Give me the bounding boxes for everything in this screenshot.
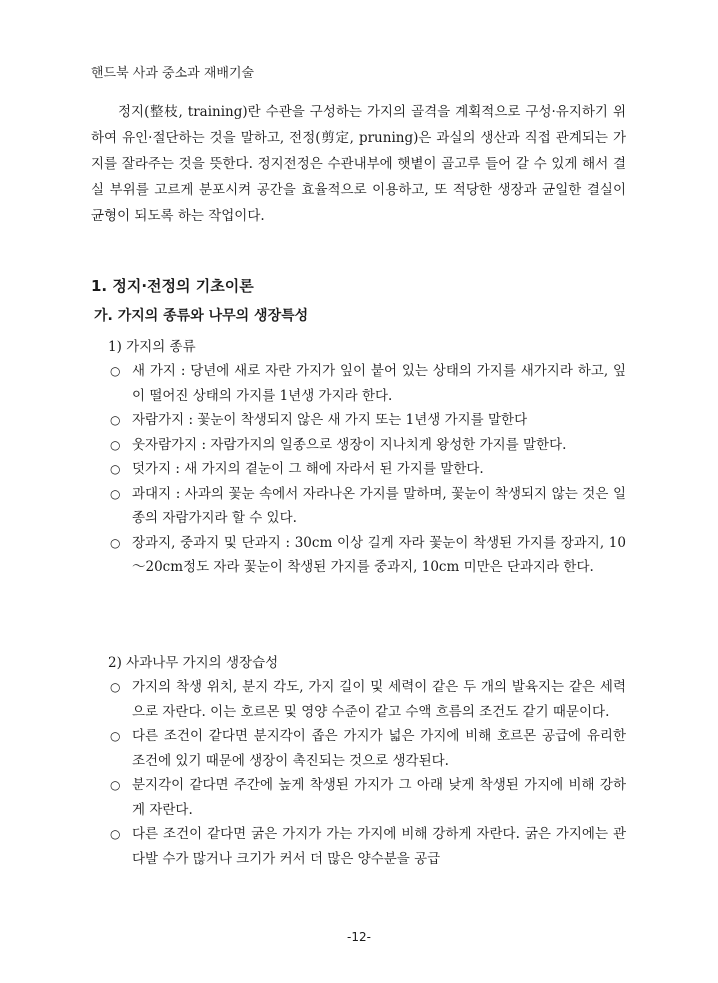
list-item: ○ 과대지 : 사과의 꽃눈 속에서 자라나온 가지를 말하며, 꽃눈이 착생되지 않는 것은 일종의 자람가지라 할 수 있다. [108, 482, 626, 531]
list-item: ○ 웃자람가지 : 자람가지의 일종으로 생장이 지나치게 왕성한 가지를 말한다. [108, 433, 626, 458]
list-item: ○ 덧가지 : 새 가지의 곁눈이 그 해에 자라서 된 가지를 말한다. [108, 457, 626, 482]
bullet-icon: ○ [110, 462, 121, 476]
list-item: ○ 다른 조건이 같다면 굵은 가지가 가는 가지에 비해 강하게 자란다. 굵은 가지에는 관다발 수가 많거나 크기가 커서 더 많은 양수분을 공급 [108, 822, 626, 871]
running-header: 핸드북 사과 중소과 재배기술 [91, 66, 255, 81]
intro-paragraph: 정지(整枝, training)란 수관을 구성하는 가지의 골격을 계획적으로 구성·유지하기 위하여 유인·절단하는 것을 말하고, 전정(剪定, pruning)은 과실의 생산과 직접 관계되는 가지를 잘라주는 것을 뜻한다. 정지전정은 수관내부에 햇볕이 골고루 들어 갈 수 있게 해서 결실 부위를 고르게 분포시켜 공간을 효율적으로 이용하고, 또 적당한 생장과 균일한 결실이 균형이 되도록 하는 작업이다. [91, 104, 626, 224]
page-number: -12- [347, 930, 371, 944]
bullet-icon: ○ [110, 413, 121, 427]
growth-habits-list [108, 675, 626, 871]
list-item: ○ 가지의 착생 위치, 분지 각도, 가지 길이 및 세력이 같은 두 개의 발육지는 같은 세력으로 자란다. 이는 호르몬 및 영양 수준이 같고 수액 흐름의 조건도 같기 때문이다. [108, 675, 626, 724]
bullet-icon: ○ [110, 680, 121, 694]
bullet-icon: ○ [110, 778, 121, 792]
part1-heading: 1) 가지의 종류 [108, 339, 196, 355]
section-heading: 1. 정지·전정의 기초이론 [91, 277, 254, 295]
list-item: ○ 분지각이 같다면 주간에 높게 착생된 가지가 그 아래 낮게 착생된 가지에 비해 강하게 자란다. [108, 773, 626, 822]
list-item: ○ 자람가지 : 꽃눈이 착생되지 않은 새 가지 또는 1년생 가지를 말한다 [108, 408, 626, 433]
list-item: ○ 새 가지 : 당년에 새로 자란 가지가 잎이 붙어 있는 상태의 가지를 새가지라 하고, 잎이 떨어진 상태의 가지를 1년생 가지라 한다. [108, 359, 626, 408]
bullet-icon: ○ [110, 486, 121, 501]
bullet-icon: ○ [110, 827, 121, 841]
bullet-icon: ○ [110, 729, 121, 743]
part2-heading: 2) 사과나무 가지의 생장습성 [108, 655, 279, 671]
list-item: ○ 다른 조건이 같다면 분지각이 좁은 가지가 넓은 가지에 비해 호르몬 공급에 유리한 조건에 있기 때문에 생장이 촉진되는 것으로 생각된다. [108, 724, 626, 773]
bullet-icon: ○ [110, 364, 121, 378]
subsection-heading: 가. 가지의 종류와 나무의 생장특성 [94, 308, 309, 324]
bullet-icon: ○ [110, 437, 121, 452]
list-item: ○ 장과지, 중과지 및 단과지 : 30cm 이상 길게 자라 꽃눈이 착생된 가지를 장과지, 10～20cm정도 자라 꽃눈이 착생된 가지를 중과지, 10cm 미만은 단과지라 한다. [108, 531, 626, 580]
bullet-icon: ○ [110, 535, 121, 550]
branch-types-list [108, 359, 626, 580]
